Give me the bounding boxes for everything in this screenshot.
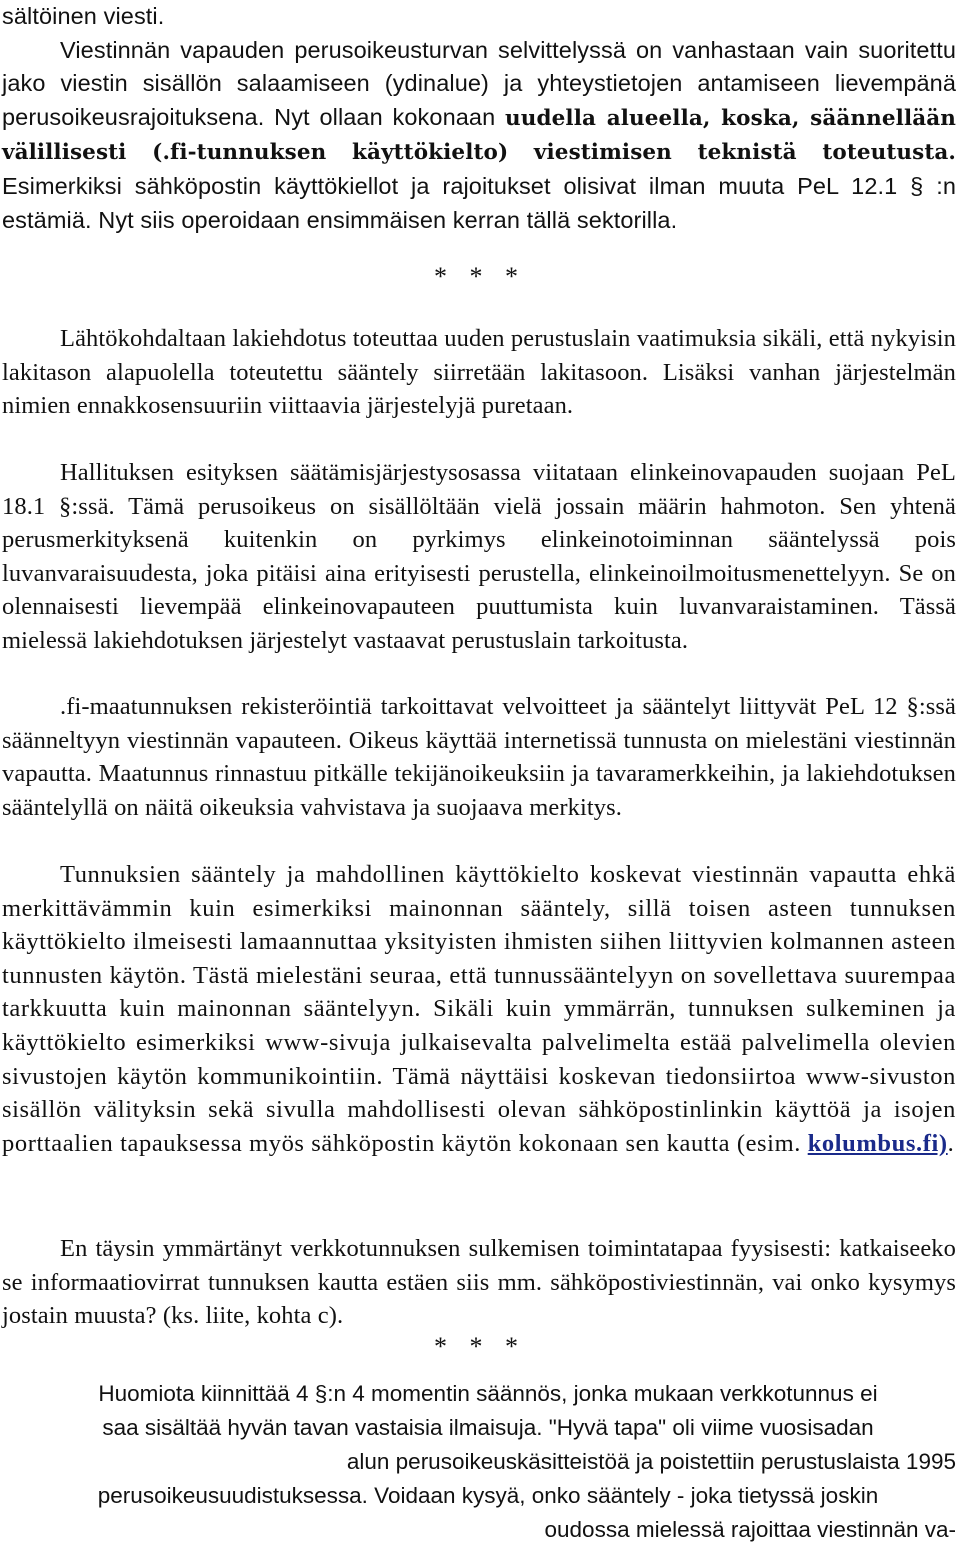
section-separator: * * * bbox=[434, 262, 526, 291]
text-run: . bbox=[947, 1129, 955, 1157]
text-run: Tunnuksien sääntely ja mahdollinen käyttökielto koskevat viestinnän vapautta ehkä merkittävämmin kuin esimerkiksi mainonnan sääntely, sillä toisen asteen tunnuksen käyttökielto ilmeisesti lamaannuttaa yksityisten ihmisten siihen liittyvien kolmannen asteen tunnusten käytön. Tästä mielestäni seuraa, että tunnussääntelyyn on sovellettava suurempaa tarkkuutta kuin mainonnan sääntelyyn. Sikäli kuin ymmärrän, tunnuksen sulkeminen ja käyttökielto esimerkiksi www-sivuja julkaisevalta palvelimelta estää palvelimella olevien sivustojen käytön kommunikointiin. Tämä näyttäisi koskevan tiedonsiirtoa www-sivuston sisällön välityksin sekä sivulla mahdollisesti olevan sähköpostinlinkin käyttöä ja isojen porttaalien tapauksessa myös sähköpostin käytön kokonaan sen kautta (esim. bbox=[2, 861, 956, 1157]
paragraph-tunnuksien-saantely bbox=[2, 858, 956, 1160]
bold-text: uudella alueella, koska, säännellään välillisesti ( bbox=[2, 105, 957, 166]
paragraph-elinkeinovapaus: Hallituksen esityksen säätämisjärjestysosassa viitataan elinkeinovapauden suojaan PeL 18.1 §:ssä. Tämä perusoikeus on sisällöltään vielä jossain määrin hahmoton. Sen yhtenä perusmerkityksenä kuitenkin on pyrkimys elinkeinotoiminnan sääntelyssä pois luvanvaraisuudesta, joka pitäisi aina erityisesti perustella, elinkeinoilmoitusmenettelyyn. Se on olennaisesti lievempää elinkeinovapauteen puuttumista kuin luvanvaraistaminen. Tässä mielessä lakiehdotuksen järjestelyt vastaavat perustuslain tarkoitusta. bbox=[2, 459, 956, 654]
paragraph-maatunnus: .fi-maatunnuksen rekisteröintiä tarkoittavat velvoitteet ja sääntelyt liittyvät PeL 12 §:ssä säänneltyyn viestinnän vapauteen. Oikeus käyttää internetissä tunnusta on mielestäni viestinnän vapautta. Maatunnus rinnastuu pitkälle tekijänoikeuksiin ja tavaramerkkeihin, ja lakiehdotuksen sääntelyllä on näitä oikeuksia vahvistava ja suojaava merkitys. bbox=[2, 693, 956, 821]
paragraph-verkkotunnus: En täysin ymmärtänyt verkkotunnuksen sulkemisen toimintatapaa fyysisesti: katkaiseeko se informaatiovirrat tunnuksen kautta estäen siis mm. sähköpostiviestinnän, vai onko kysymys jostain muusta? (ks. liite, kohta c). bbox=[2, 1235, 956, 1330]
section-separator: * * * bbox=[434, 1332, 526, 1361]
paragraph-intro bbox=[2, 0, 956, 237]
footnote-line: alun perusoikeuskäsitteistöä ja poistettiin perustuslaista 1995 bbox=[346, 1449, 956, 1474]
footnote-line: saa sisältää hyvän tavan vastaisia ilmaisuja. "Hyvä tapa" oli viime vuosisadan bbox=[102, 1415, 874, 1440]
footnote bbox=[20, 1377, 956, 1547]
bold-text: ) viestimisen teknistä toteutusta. bbox=[497, 140, 957, 166]
footnote-line: perusoikeusuudistuksessa. Voidaan kysyä, onko sääntely - joka tietyssä joskin bbox=[97, 1483, 879, 1508]
paragraph-lahtokohta: Lähtökohdaltaan lakiehdotus toteuttaa uuden perustuslain vaatimuksia sikäli, että nykyisin lakitason alapuolella toteutettu sääntely siirretään lakitasoon. Lisäksi vanhan järjestelmän nimien ennakkosensuuriin viittaavia järjestelyjä puretaan. bbox=[2, 325, 956, 420]
text-run: Esimerkiksi sähköpostin käyttökiellot ja rajoitukset olisivat ilman muuta PeL 12.1 § :n estämiä. Nyt siis operoidaan ensimmäisen kerran tällä sektorilla. bbox=[2, 172, 956, 233]
footnote-line: oudossa mielessä rajoittaa viestinnän va- bbox=[544, 1517, 956, 1542]
text-run: Viestinnän vapauden perusoikeusturvan selvittelyssä on vanhastaan vain suoritettu jako viestin sisällön salaamiseen (ydinalue) ja yhteystietojen antamiseen lievempänä perusoikeusrajoituksena. Nyt ollaan kokonaan bbox=[2, 36, 956, 130]
paragraph-viestinnan-vapaus bbox=[2, 34, 956, 238]
continued-line: sältöinen viesti. bbox=[2, 3, 165, 29]
kolumbus-link[interactable]: kolumbus.fi) bbox=[807, 1129, 948, 1157]
footnote-line: Huomiota kiinnittää 4 §:n 4 momentin säännös, jonka mukaan verkkotunnus ei bbox=[98, 1381, 878, 1406]
bold-text: .fi-tunnuksen käyttökielto bbox=[162, 140, 498, 166]
